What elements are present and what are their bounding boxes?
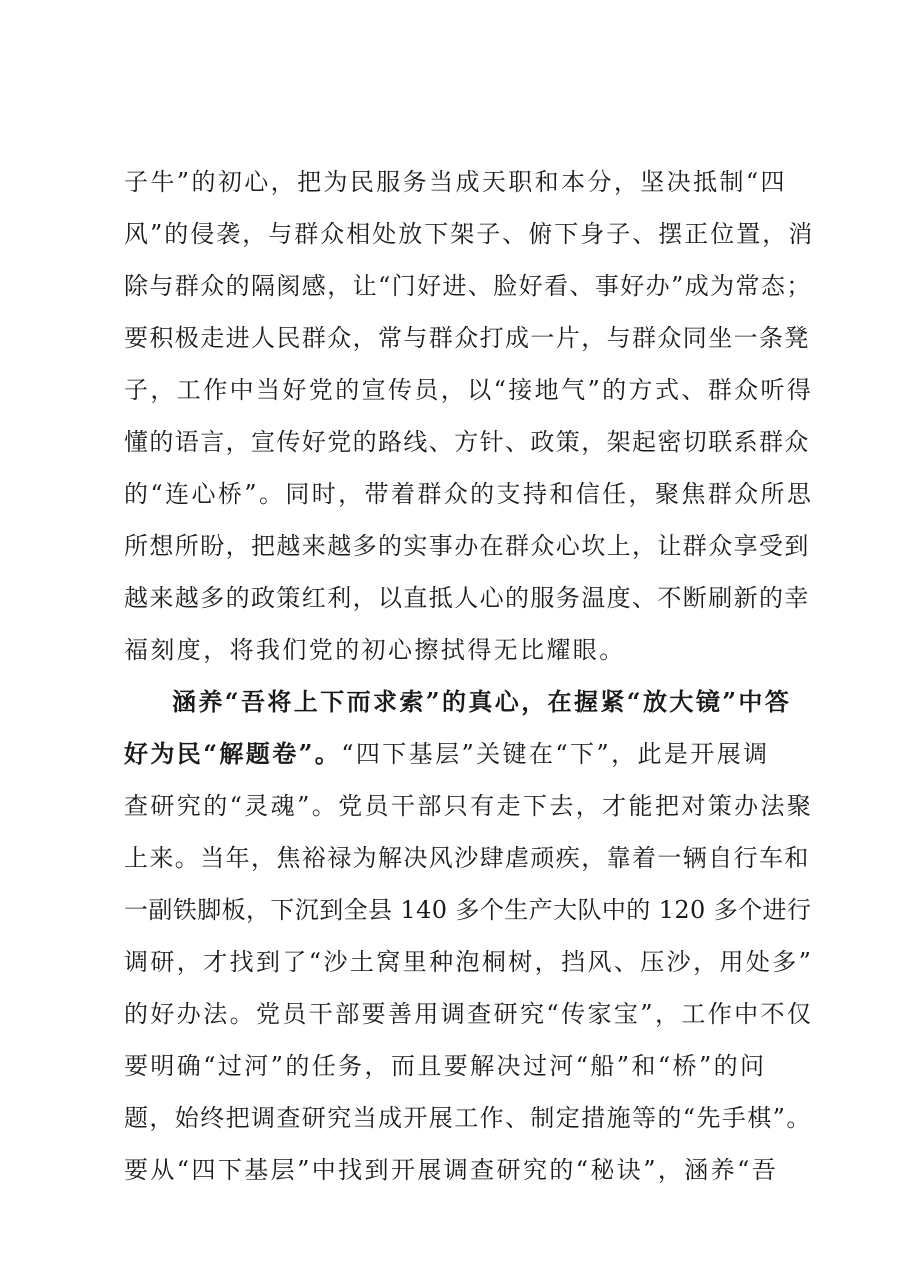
text-line: 越来越多的政策红利，以直抵人心的服务温度、不断刷新的幸	[124, 584, 810, 612]
text-line: 题，始终把调查研究当成开展工作、制定措施等的“先手棋”。	[124, 1104, 812, 1132]
text-line: 要明确“过河”的任务，而且要解决过河“船”和“桥”的问	[124, 1052, 767, 1080]
text-line: 上来。当年，焦裕禄为解决风沙肆虐顽疾，靠着一辆自行车和	[124, 844, 810, 872]
text-line: 一副铁脚板，下沉到全县 140 多个生产大队中的 120 多个进行	[124, 896, 812, 924]
text-line: 的好办法。党员干部要善用调查研究“传家宝”，工作中不仅	[124, 1000, 814, 1028]
text-line: 要积极走进人民群众，常与群众打成一片，与群众同坐一条凳	[124, 324, 810, 352]
text-line: 查研究的“灵魂”。党员干部只有走下去，才能把对策办法聚	[124, 792, 814, 820]
text-line: 要从“四下基层”中找到开展调查研究的“秘诀”，涵养“吾	[124, 1156, 779, 1184]
text-line: 子牛”的初心，把为民服务当成天职和本分，坚决抵制“四	[124, 168, 787, 196]
text-line: 所想所盼，把越来越多的实事办在群众心坎上，让群众享受到	[124, 532, 810, 560]
text-line: 的“连心桥”。同时，带着群众的支持和信任，聚焦群众所思	[124, 480, 814, 508]
text-span: “四下基层”关键在“下”，此是开展调	[341, 740, 770, 768]
section-heading-line: 涵养“吾将上下而求索”的真心，在握紧“放大镜”中答	[172, 687, 792, 716]
text-line	[124, 734, 814, 774]
text-line: 除与群众的隔阂感，让“门好进、脸好看、事好办”成为常态；	[124, 272, 812, 300]
text-line: 福刻度，将我们党的初心擦拭得无比耀眼。	[124, 636, 626, 664]
text-line: 调研，才找到了“沙土窝里种泡桐树，挡风、压沙，用处多”	[124, 948, 814, 976]
text-line: 子，工作中当好党的宣传员，以“接地气”的方式、群众听得	[124, 376, 814, 404]
text-line: 风”的侵袭，与群众相处放下架子、俯下身子、摆正位置，消	[124, 220, 815, 248]
text-line: 懂的语言，宣传好党的路线、方针、政策，架起密切联系群众	[124, 428, 810, 456]
section-heading-end: 好为民“解题卷”。	[124, 739, 342, 768]
